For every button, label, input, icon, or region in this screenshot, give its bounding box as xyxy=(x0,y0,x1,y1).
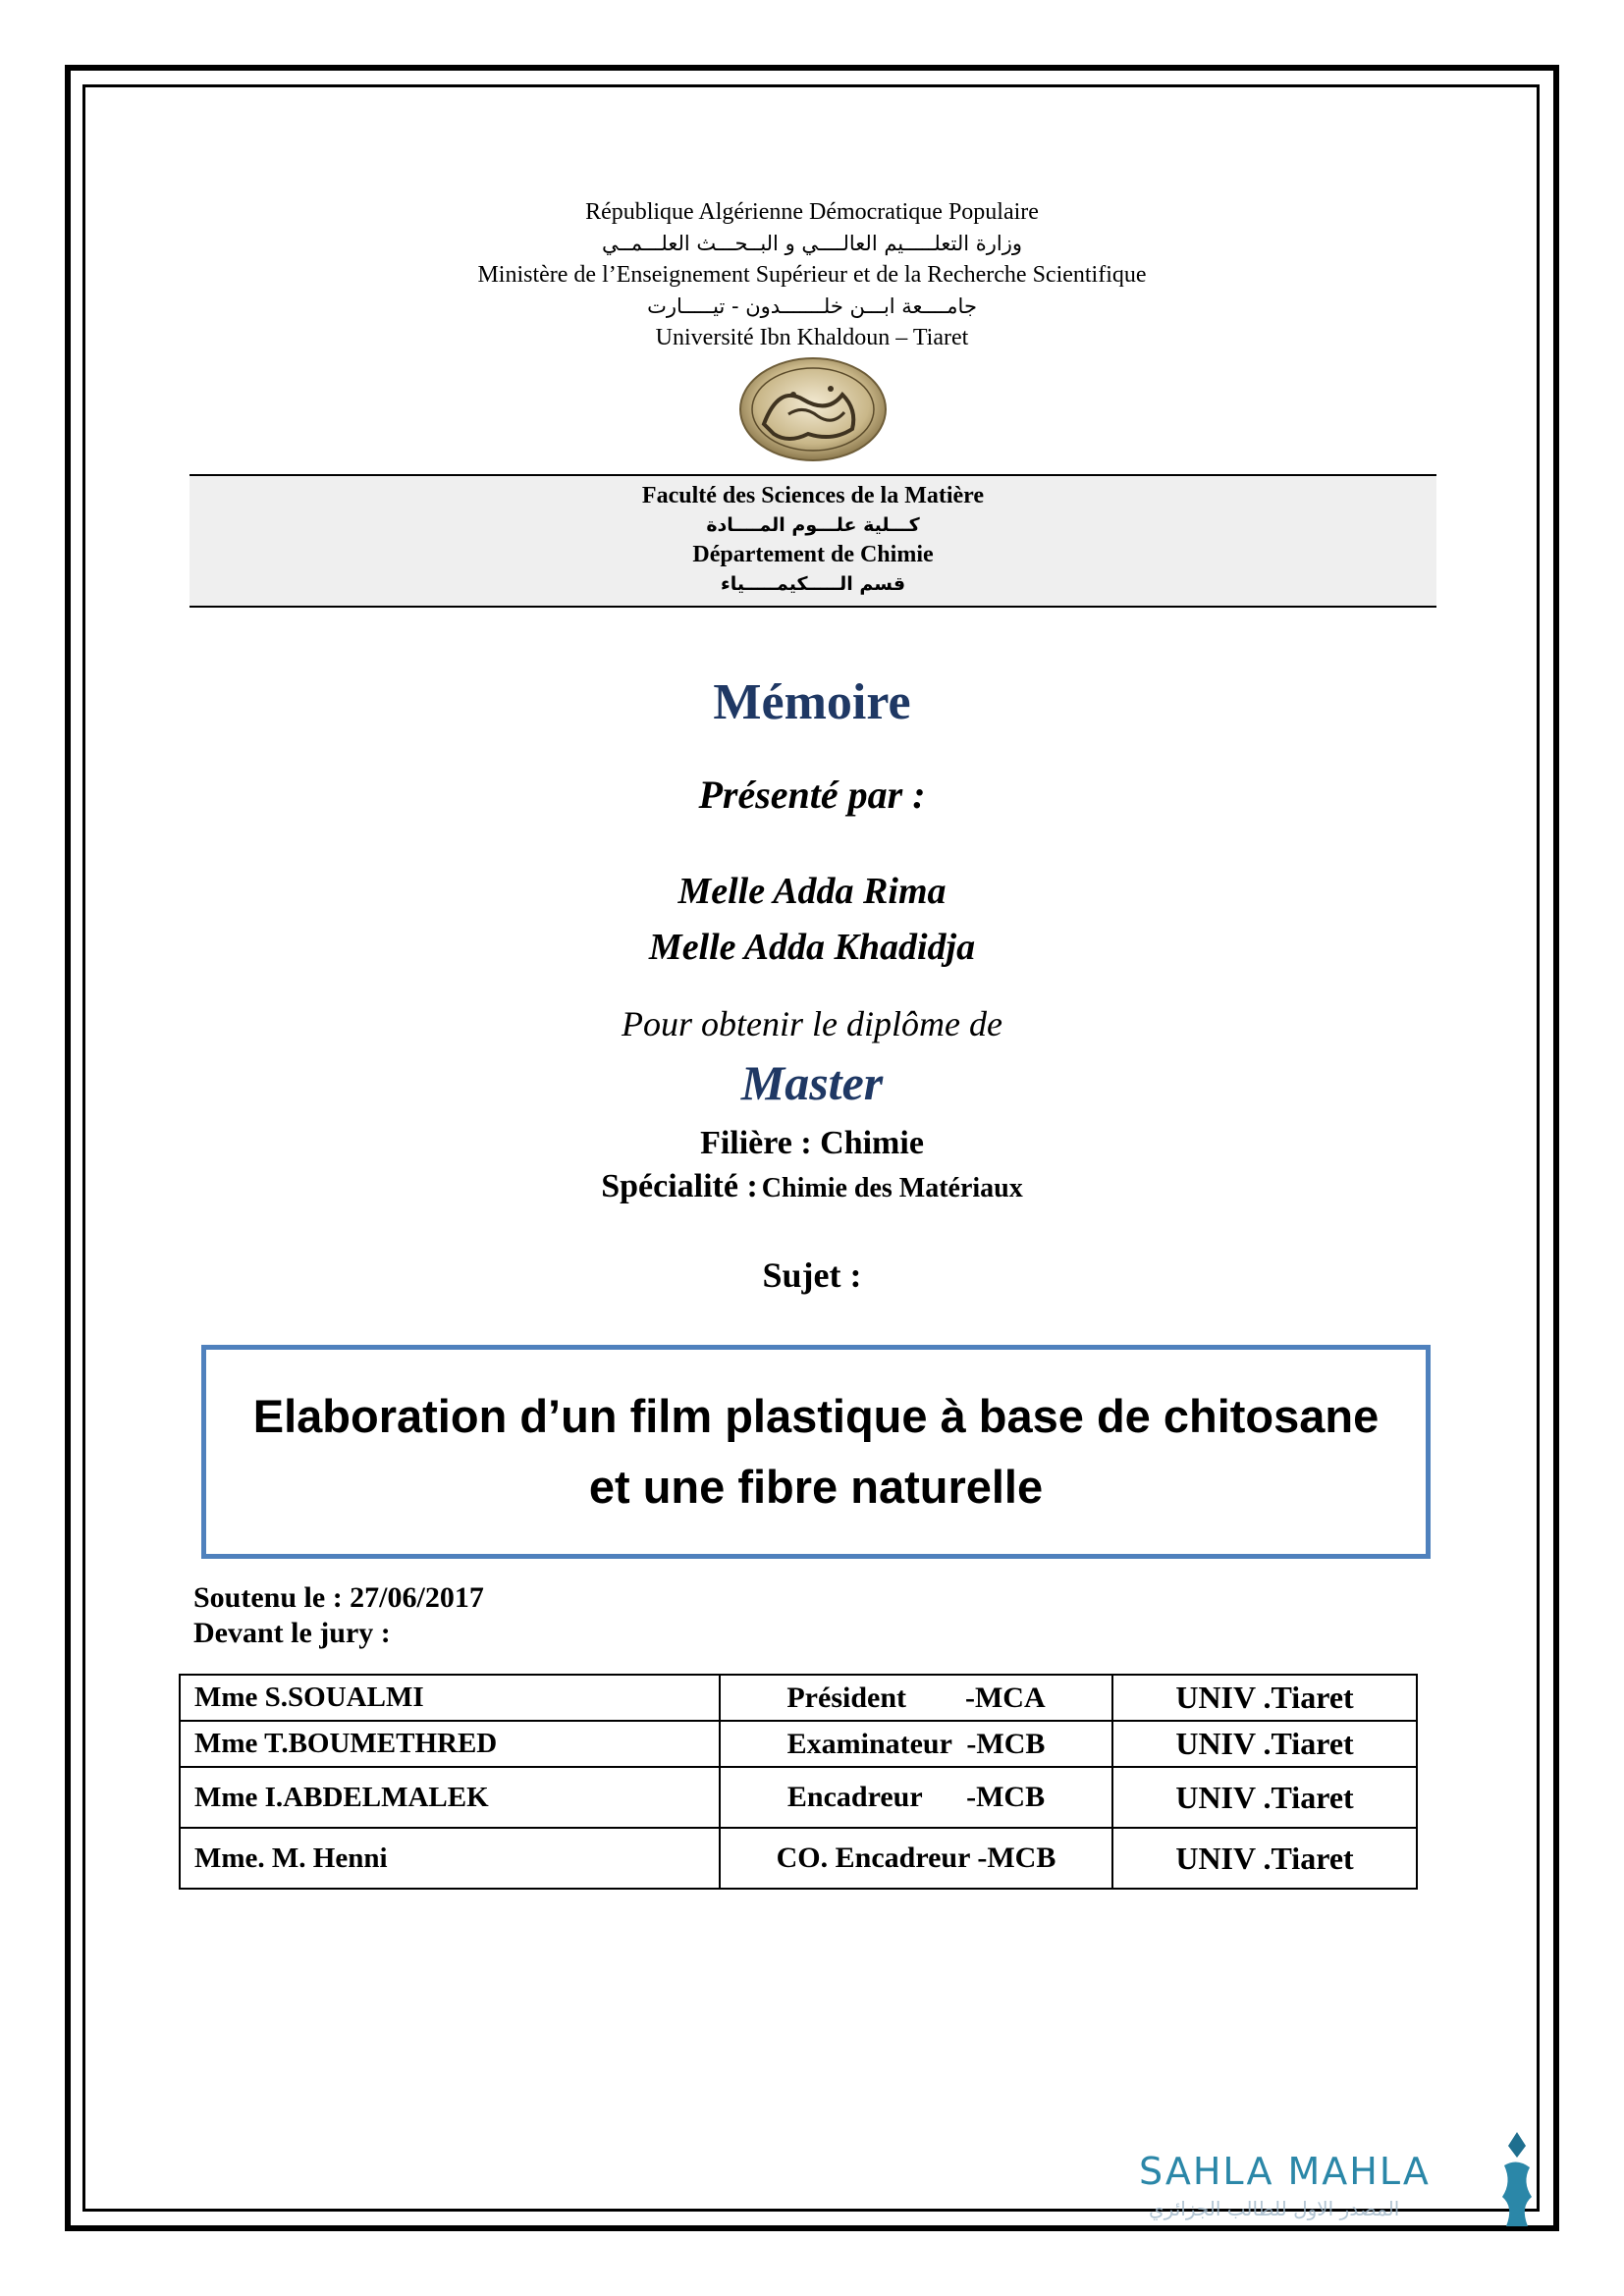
jury-member-univ: UNIV .Tiaret xyxy=(1112,1675,1417,1721)
jury-member-name: Mme S.SOUALMI xyxy=(180,1675,720,1721)
jury-member-role: CO. Encadreur -MCB xyxy=(720,1828,1112,1889)
jury-table xyxy=(179,1674,1418,1890)
subject-label: Sujet : xyxy=(762,1255,862,1295)
watermark-subtitle: المصدر الاول للطالب الجزائري xyxy=(1149,2197,1400,2220)
diploma-prefix: Pour obtenir le diplôme de xyxy=(622,1004,1002,1043)
jury-member-role: Examinateur -MCB xyxy=(720,1721,1112,1767)
ministry-line-ar: وزارة التعلـــــيم العالــــي و البــحـــث العلـــمــي xyxy=(601,232,1022,255)
university-line: Université Ibn Khaldoun – Tiaret xyxy=(655,325,969,350)
author-name: Melle Adda Khadidja xyxy=(648,927,976,968)
calligraphy-icon xyxy=(1492,2128,1542,2236)
table-row xyxy=(180,1721,1417,1767)
jury-member-name: Mme I.ABDELMALEK xyxy=(180,1767,720,1828)
specialite-value: Chimie des Matériaux xyxy=(761,1173,1023,1203)
defense-date: Soutenu le : 27/06/2017 xyxy=(193,1581,484,1614)
jury-member-univ: UNIV .Tiaret xyxy=(1112,1828,1417,1889)
authors-list xyxy=(0,864,1624,976)
faculty-name: Faculté des Sciences de la Matière xyxy=(641,483,985,508)
watermark-logo xyxy=(1139,2128,1532,2236)
watermark-title: SAHLA MAHLA xyxy=(1139,2150,1431,2193)
table-row xyxy=(180,1828,1417,1889)
jury-member-role: Président -MCA xyxy=(720,1675,1112,1721)
jury-member-name: Mme T.BOUMETHRED xyxy=(180,1721,720,1767)
republic-line: République Algérienne Démocratique Populaire xyxy=(585,199,1039,225)
subject-title-line: Elaboration d’un film plastique à base de chitosane xyxy=(252,1390,1380,1442)
document-type-title: Mémoire xyxy=(713,674,911,730)
jury-member-name: Mme. M. Henni xyxy=(180,1828,720,1889)
department-name: Département de Chimie xyxy=(692,542,934,567)
university-line-ar: جامــــعة ابـــن خلـــــــدون - تيـــــارت xyxy=(647,294,977,318)
subject-title-line: et une fibre naturelle xyxy=(588,1461,1044,1513)
institution-header xyxy=(0,196,1624,353)
author-name: Melle Adda Rima xyxy=(677,871,947,912)
specialite-line xyxy=(0,1168,1624,1205)
subject-box xyxy=(201,1345,1431,1559)
specialite-label: Spécialité : xyxy=(601,1168,758,1204)
university-seal-logo xyxy=(734,355,892,463)
department-name-ar: قسم الـــــكيمـــــياء xyxy=(720,573,906,595)
faculty-name-ar: كـــلية علـــوم المــــادة xyxy=(706,514,920,536)
presented-by-label: Présenté par : xyxy=(698,773,926,817)
jury-member-role: Encadreur -MCB xyxy=(720,1767,1112,1828)
jury-label: Devant le jury : xyxy=(193,1617,391,1649)
jury-member-univ: UNIV .Tiaret xyxy=(1112,1767,1417,1828)
filiere-line: Filière : Chimie xyxy=(700,1125,924,1161)
table-row xyxy=(180,1675,1417,1721)
jury-member-univ: UNIV .Tiaret xyxy=(1112,1721,1417,1767)
table-row xyxy=(180,1767,1417,1828)
ministry-line: Ministère de l’Enseignement Supérieur et de la Recherche Scientifique xyxy=(477,262,1147,288)
faculty-band xyxy=(189,474,1436,608)
defense-info xyxy=(193,1580,484,1651)
diploma-name: Master xyxy=(740,1055,884,1110)
